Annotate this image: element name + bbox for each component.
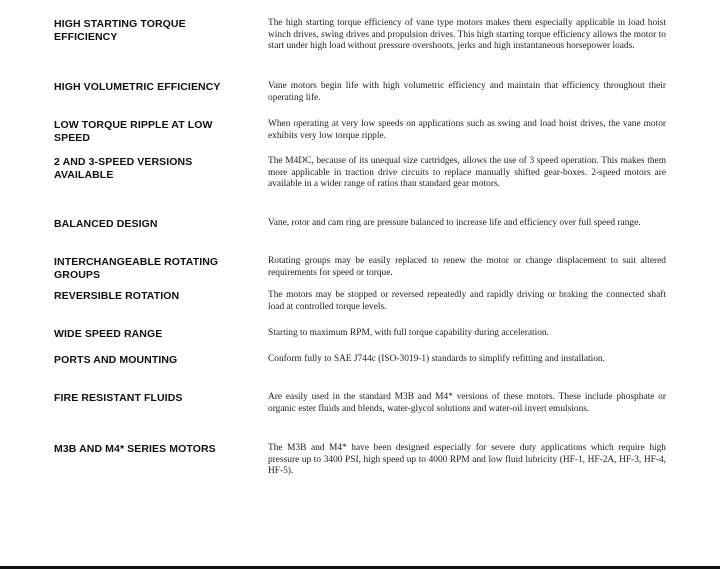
feature-description: The M4DC, because of its unequal size cartridges, allows the use of 3 speed operation. This makes them more applicable in traction drive circuits to replace manually shifted gear-boxes. 2-speed motors are available in a wider range of ratios than standard gear motors. [268, 156, 666, 190]
feature-heading: PORTS AND MOUNTING [54, 354, 178, 366]
feature-heading: REVERSIBLE ROTATION [54, 290, 180, 302]
feature-heading: FIRE RESISTANT FLUIDS [54, 392, 183, 404]
feature-heading: INTERCHANGEABLE ROTATING GROUPS [54, 256, 219, 281]
feature-description: Are easily used in the standard M3B and M4* versions of these motors. These include phosphate or organic ester fluids and blends, water-glycol solutions and water-oil invert emulsions. [268, 392, 666, 414]
feature-description: When operating at very low speeds on applications such as swing and load hoist drives, the vane motor exhibits very low torque ripple. [268, 119, 666, 141]
feature-heading: M3B AND M4* SERIES MOTORS [54, 443, 216, 455]
feature-heading: HIGH STARTING TORQUE EFFICIENCY [54, 18, 186, 43]
feature-description: Vane, rotor and cam ring are pressure balanced to increase life and efficiency over full speed range. [268, 218, 641, 228]
feature-heading: BALANCED DESIGN [54, 218, 158, 230]
feature-description: Starting to maximum RPM, with full torque capability during acceleration. [268, 328, 549, 338]
feature-heading: 2 AND 3-SPEED VERSIONS AVAILABLE [54, 156, 193, 181]
feature-heading: WIDE SPEED RANGE [54, 328, 163, 340]
feature-description: Vane motors begin life with high volumetric efficiency and maintain that efficiency throughout their operating life. [268, 81, 666, 103]
feature-description: The high starting torque efficiency of vane type motors makes them especially applicable in load hoist winch drives, swing drives and propulsion drives. This high starting torque efficiency allows the motor to start under high load without pressure overshoots, jerks and high instantaneous horsepower loads. [268, 18, 666, 52]
feature-description: Conform fully to SAE J744c (ISO-3019-1) standards to simplify refitting and installation. [268, 354, 605, 364]
feature-description: The M3B and M4* have been designed especially for severe duty applications which require high pressure up to 3400 PSI, high speed up to 4000 RPM and low fluid lubricity (HF-1, HF-2A, HF-3, HF-4, HF-5). [268, 443, 666, 477]
feature-heading: LOW TORQUE RIPPLE AT LOW SPEED [54, 119, 213, 144]
feature-description: Rotating groups may be easily replaced to renew the motor or change displacement to suit altered requirements for speed or torque. [268, 256, 666, 278]
feature-heading: HIGH VOLUMETRIC EFFICIENCY [54, 81, 221, 93]
feature-description: The motors may be stopped or reversed repeatedly and rapidly driving or braking the connected shaft load at controlled torque levels. [268, 290, 666, 312]
